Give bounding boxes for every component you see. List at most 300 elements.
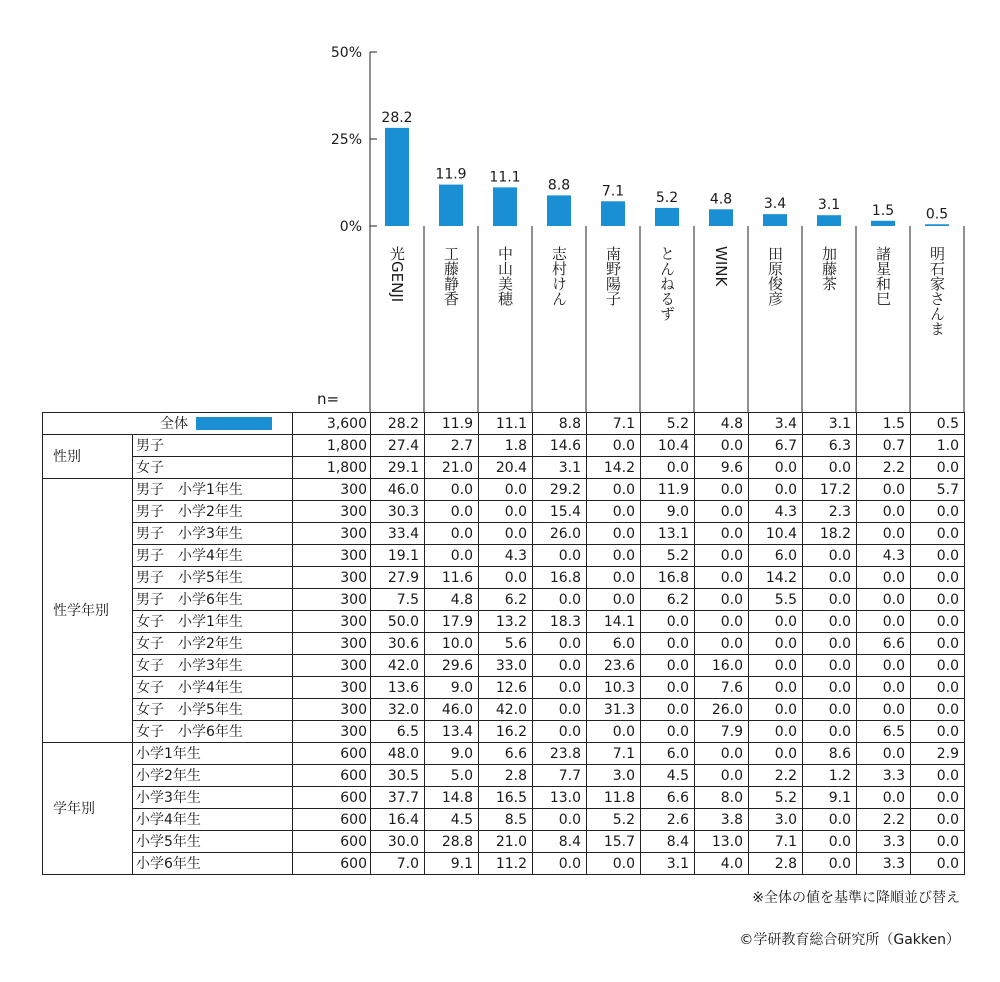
- n-cell: 300: [293, 699, 371, 721]
- value-cell: 0.0: [857, 523, 911, 545]
- value-cell: 6.6: [641, 787, 695, 809]
- value-cell: 46.0: [425, 699, 479, 721]
- value-cell: 2.3: [803, 501, 857, 523]
- row-label: 男子 小学2年生: [133, 501, 293, 523]
- n-label: n=: [317, 390, 340, 408]
- value-cell: 0.0: [533, 699, 587, 721]
- value-cell: 0.0: [533, 589, 587, 611]
- value-cell: 3.8: [695, 809, 749, 831]
- value-cell: 6.3: [803, 435, 857, 457]
- data-table: [42, 412, 965, 875]
- value-cell: 11.8: [587, 787, 641, 809]
- value-cell: 0.0: [911, 809, 965, 831]
- value-cell: 0.0: [695, 479, 749, 501]
- n-cell: 300: [293, 589, 371, 611]
- value-cell: 2.6: [641, 809, 695, 831]
- value-cell: 23.8: [533, 743, 587, 765]
- value-cell: 0.0: [695, 545, 749, 567]
- value-cell: 0.0: [695, 765, 749, 787]
- category-label: 田原俊彦: [766, 246, 784, 306]
- value-cell: 9.0: [425, 677, 479, 699]
- value-cell: 0.0: [533, 655, 587, 677]
- row-label: 女子: [133, 457, 293, 479]
- value-cell: 11.1: [479, 413, 533, 435]
- value-cell: 0.0: [695, 743, 749, 765]
- value-cell: 31.3: [587, 699, 641, 721]
- value-cell: 4.0: [695, 853, 749, 875]
- value-cell: 0.0: [425, 479, 479, 501]
- value-cell: 2.2: [857, 457, 911, 479]
- value-cell: 50.0: [371, 611, 425, 633]
- bar-value-label: 4.8: [709, 191, 733, 208]
- value-cell: 4.8: [695, 413, 749, 435]
- value-cell: 0.0: [857, 479, 911, 501]
- value-cell: 14.1: [587, 611, 641, 633]
- value-cell: 9.0: [425, 743, 479, 765]
- value-cell: 0.0: [911, 721, 965, 743]
- n-cell: 1,800: [293, 457, 371, 479]
- value-cell: 0.0: [749, 611, 803, 633]
- value-cell: 5.0: [425, 765, 479, 787]
- table-row: [43, 567, 965, 589]
- value-cell: 0.0: [803, 699, 857, 721]
- group-label: 学年別: [43, 743, 133, 875]
- value-cell: 0.0: [749, 721, 803, 743]
- bar: [601, 201, 625, 226]
- table-row-overall: [43, 413, 965, 435]
- value-cell: 17.2: [803, 479, 857, 501]
- value-cell: 0.0: [911, 765, 965, 787]
- category-label: とんねるず: [658, 246, 676, 321]
- value-cell: 5.5: [749, 589, 803, 611]
- category-label: 諸星和巳: [874, 246, 892, 306]
- value-cell: 16.2: [479, 721, 533, 743]
- bar: [547, 195, 571, 226]
- value-cell: 0.0: [695, 589, 749, 611]
- table-row: [43, 721, 965, 743]
- row-label: 男子 小学6年生: [133, 589, 293, 611]
- value-cell: 6.0: [749, 545, 803, 567]
- row-label: 男子 小学4年生: [133, 545, 293, 567]
- value-cell: 6.6: [857, 633, 911, 655]
- n-cell: 600: [293, 853, 371, 875]
- bar-chart: [0, 0, 1000, 412]
- value-cell: 3.0: [587, 765, 641, 787]
- value-cell: 0.0: [641, 633, 695, 655]
- n-cell: 300: [293, 611, 371, 633]
- value-cell: 8.4: [533, 831, 587, 853]
- value-cell: 6.0: [641, 743, 695, 765]
- bar-value-label: 3.1: [817, 197, 841, 214]
- value-cell: 0.0: [425, 523, 479, 545]
- value-cell: 10.3: [587, 677, 641, 699]
- category-label: 明石家さんま: [928, 246, 946, 336]
- value-cell: 29.1: [371, 457, 425, 479]
- value-cell: 14.6: [533, 435, 587, 457]
- overall-label: 全体: [160, 415, 188, 432]
- value-cell: 0.0: [911, 501, 965, 523]
- value-cell: 48.0: [371, 743, 425, 765]
- value-cell: 30.3: [371, 501, 425, 523]
- value-cell: 30.5: [371, 765, 425, 787]
- value-cell: 0.0: [425, 501, 479, 523]
- value-cell: 13.0: [533, 787, 587, 809]
- value-cell: 0.0: [587, 545, 641, 567]
- value-cell: 0.0: [911, 677, 965, 699]
- value-cell: 0.0: [911, 523, 965, 545]
- group-label: 性学年別: [43, 479, 133, 743]
- bar-value-label: 7.1: [601, 183, 625, 200]
- value-cell: 0.0: [533, 633, 587, 655]
- value-cell: 6.0: [587, 633, 641, 655]
- value-cell: 1.0: [911, 435, 965, 457]
- value-cell: 18.2: [803, 523, 857, 545]
- bar: [871, 221, 895, 226]
- value-cell: 7.1: [587, 743, 641, 765]
- row-label: 小学6年生: [133, 853, 293, 875]
- value-cell: 0.0: [857, 787, 911, 809]
- n-cell: 1,800: [293, 435, 371, 457]
- value-cell: 0.0: [803, 809, 857, 831]
- value-cell: 3.3: [857, 853, 911, 875]
- value-cell: 0.0: [749, 479, 803, 501]
- value-cell: 0.0: [695, 611, 749, 633]
- value-cell: 0.0: [803, 457, 857, 479]
- value-cell: 0.7: [857, 435, 911, 457]
- table-row: [43, 589, 965, 611]
- value-cell: 0.0: [749, 743, 803, 765]
- category-label: 加藤茶: [820, 246, 838, 291]
- n-cell: 600: [293, 743, 371, 765]
- value-cell: 16.0: [695, 655, 749, 677]
- value-cell: 3.1: [533, 457, 587, 479]
- value-cell: 0.0: [695, 501, 749, 523]
- n-cell: 300: [293, 545, 371, 567]
- n-cell: 600: [293, 809, 371, 831]
- table-row: [43, 787, 965, 809]
- value-cell: 19.1: [371, 545, 425, 567]
- value-cell: 13.4: [425, 721, 479, 743]
- value-cell: 13.0: [695, 831, 749, 853]
- overall-label-cell: [43, 413, 293, 435]
- value-cell: 0.0: [533, 545, 587, 567]
- value-cell: 15.7: [587, 831, 641, 853]
- row-label: 小学5年生: [133, 831, 293, 853]
- value-cell: 2.8: [479, 765, 533, 787]
- n-cell: 600: [293, 787, 371, 809]
- value-cell: 0.0: [911, 831, 965, 853]
- bar-value-label: 28.2: [381, 109, 413, 126]
- group-label: 性別: [43, 435, 133, 479]
- value-cell: 8.4: [641, 831, 695, 853]
- value-cell: 0.0: [695, 523, 749, 545]
- value-cell: 0.0: [857, 501, 911, 523]
- value-cell: 0.0: [857, 567, 911, 589]
- bar-value-label: 0.5: [925, 206, 949, 223]
- value-cell: 5.2: [641, 545, 695, 567]
- value-cell: 8.5: [479, 809, 533, 831]
- n-cell: 300: [293, 655, 371, 677]
- value-cell: 0.0: [641, 655, 695, 677]
- value-cell: 8.0: [695, 787, 749, 809]
- value-cell: 0.0: [803, 545, 857, 567]
- value-cell: 0.0: [911, 655, 965, 677]
- value-cell: 0.0: [587, 501, 641, 523]
- legend-swatch: [196, 417, 272, 430]
- value-cell: 3.1: [803, 413, 857, 435]
- value-cell: 0.0: [425, 545, 479, 567]
- table-row: [43, 545, 965, 567]
- value-cell: 21.0: [425, 457, 479, 479]
- value-cell: 0.0: [911, 567, 965, 589]
- value-cell: 16.8: [533, 567, 587, 589]
- value-cell: 7.5: [371, 589, 425, 611]
- n-cell: 300: [293, 677, 371, 699]
- value-cell: 29.6: [425, 655, 479, 677]
- table-row: [43, 831, 965, 853]
- value-cell: 0.0: [479, 523, 533, 545]
- bar-value-label: 11.1: [489, 169, 521, 186]
- value-cell: 4.8: [425, 589, 479, 611]
- value-cell: 3.3: [857, 831, 911, 853]
- value-cell: 0.0: [695, 633, 749, 655]
- value-cell: 0.0: [911, 853, 965, 875]
- value-cell: 0.0: [857, 677, 911, 699]
- value-cell: 28.2: [371, 413, 425, 435]
- value-cell: 0.0: [749, 655, 803, 677]
- value-cell: 0.0: [803, 677, 857, 699]
- value-cell: 4.3: [857, 545, 911, 567]
- value-cell: 0.0: [803, 567, 857, 589]
- table-row: [43, 633, 965, 655]
- value-cell: 0.0: [533, 853, 587, 875]
- value-cell: 0.0: [911, 545, 965, 567]
- value-cell: 12.6: [479, 677, 533, 699]
- row-label: 小学4年生: [133, 809, 293, 831]
- value-cell: 0.0: [911, 457, 965, 479]
- value-cell: 0.0: [533, 721, 587, 743]
- value-cell: 16.8: [641, 567, 695, 589]
- value-cell: 42.0: [371, 655, 425, 677]
- value-cell: 10.4: [641, 435, 695, 457]
- value-cell: 6.6: [479, 743, 533, 765]
- value-cell: 23.6: [587, 655, 641, 677]
- value-cell: 14.2: [587, 457, 641, 479]
- table-row: [43, 809, 965, 831]
- value-cell: 27.9: [371, 567, 425, 589]
- value-cell: 20.4: [479, 457, 533, 479]
- value-cell: 9.0: [641, 501, 695, 523]
- value-cell: 46.0: [371, 479, 425, 501]
- value-cell: 0.0: [749, 633, 803, 655]
- value-cell: 4.5: [425, 809, 479, 831]
- value-cell: 0.0: [803, 611, 857, 633]
- n-cell: 300: [293, 567, 371, 589]
- value-cell: 0.0: [749, 699, 803, 721]
- bar: [709, 209, 733, 226]
- row-label: 女子 小学4年生: [133, 677, 293, 699]
- value-cell: 0.0: [587, 523, 641, 545]
- value-cell: 26.0: [695, 699, 749, 721]
- value-cell: 14.2: [749, 567, 803, 589]
- row-label: 女子 小学1年生: [133, 611, 293, 633]
- value-cell: 0.0: [641, 721, 695, 743]
- value-cell: 11.6: [425, 567, 479, 589]
- category-label: 中山美穂: [496, 246, 514, 306]
- value-cell: 0.0: [587, 589, 641, 611]
- n-cell: 3,600: [293, 413, 371, 435]
- value-cell: 5.2: [641, 413, 695, 435]
- y-tick-label: 25%: [330, 132, 362, 148]
- value-cell: 4.3: [479, 545, 533, 567]
- table-row: [43, 435, 965, 457]
- n-cell: 300: [293, 633, 371, 655]
- value-cell: 2.2: [749, 765, 803, 787]
- value-cell: 18.3: [533, 611, 587, 633]
- table-row: [43, 457, 965, 479]
- value-cell: 16.4: [371, 809, 425, 831]
- value-cell: 0.0: [749, 457, 803, 479]
- value-cell: 0.0: [857, 743, 911, 765]
- value-cell: 0.0: [641, 457, 695, 479]
- value-cell: 0.0: [803, 831, 857, 853]
- value-cell: 5.6: [479, 633, 533, 655]
- value-cell: 37.7: [371, 787, 425, 809]
- n-cell: 600: [293, 831, 371, 853]
- credit: ©学研教育総合研究所（Gakken）: [739, 932, 960, 948]
- value-cell: 0.0: [587, 435, 641, 457]
- value-cell: 11.9: [641, 479, 695, 501]
- value-cell: 1.8: [479, 435, 533, 457]
- value-cell: 7.1: [587, 413, 641, 435]
- value-cell: 0.0: [803, 655, 857, 677]
- value-cell: 7.7: [533, 765, 587, 787]
- value-cell: 0.0: [479, 479, 533, 501]
- value-cell: 3.1: [641, 853, 695, 875]
- row-label: 女子 小学2年生: [133, 633, 293, 655]
- value-cell: 0.0: [587, 853, 641, 875]
- table-row: [43, 523, 965, 545]
- value-cell: 28.8: [425, 831, 479, 853]
- value-cell: 0.0: [911, 589, 965, 611]
- category-label: 志村けん: [550, 246, 568, 306]
- value-cell: 14.8: [425, 787, 479, 809]
- value-cell: 9.6: [695, 457, 749, 479]
- value-cell: 5.2: [587, 809, 641, 831]
- value-cell: 2.9: [911, 743, 965, 765]
- value-cell: 13.2: [479, 611, 533, 633]
- value-cell: 0.0: [641, 611, 695, 633]
- value-cell: 15.4: [533, 501, 587, 523]
- value-cell: 8.8: [533, 413, 587, 435]
- value-cell: 0.0: [533, 677, 587, 699]
- value-cell: 7.6: [695, 677, 749, 699]
- value-cell: 0.0: [641, 677, 695, 699]
- row-label: 男子 小学5年生: [133, 567, 293, 589]
- bar-value-label: 11.9: [435, 166, 467, 183]
- table-row: [43, 611, 965, 633]
- row-label: 女子 小学6年生: [133, 721, 293, 743]
- value-cell: 17.9: [425, 611, 479, 633]
- value-cell: 7.1: [749, 831, 803, 853]
- value-cell: 8.6: [803, 743, 857, 765]
- value-cell: 0.0: [803, 633, 857, 655]
- value-cell: 3.4: [749, 413, 803, 435]
- category-label: 工藤静香: [442, 246, 460, 306]
- value-cell: 6.5: [857, 721, 911, 743]
- value-cell: 30.0: [371, 831, 425, 853]
- value-cell: 1.5: [857, 413, 911, 435]
- value-cell: 10.0: [425, 633, 479, 655]
- value-cell: 27.4: [371, 435, 425, 457]
- row-label: 男子 小学1年生: [133, 479, 293, 501]
- bar-value-label: 1.5: [871, 202, 895, 219]
- value-cell: 0.0: [641, 699, 695, 721]
- bar: [925, 224, 949, 226]
- value-cell: 6.7: [749, 435, 803, 457]
- value-cell: 0.0: [479, 501, 533, 523]
- value-cell: 11.9: [425, 413, 479, 435]
- row-label: 女子 小学3年生: [133, 655, 293, 677]
- bar: [763, 214, 787, 226]
- category-label: 光GENJI: [388, 246, 406, 303]
- value-cell: 0.0: [911, 787, 965, 809]
- bar-value-label: 3.4: [763, 196, 787, 213]
- n-cell: 600: [293, 765, 371, 787]
- value-cell: 0.0: [857, 699, 911, 721]
- footnote: ※全体の値を基準に降順並び替え: [752, 890, 960, 906]
- value-cell: 3.3: [857, 765, 911, 787]
- bar: [817, 215, 841, 226]
- n-cell: 300: [293, 479, 371, 501]
- value-cell: 3.0: [749, 809, 803, 831]
- value-cell: 0.5: [911, 413, 965, 435]
- value-cell: 0.0: [803, 853, 857, 875]
- value-cell: 2.7: [425, 435, 479, 457]
- value-cell: 0.0: [479, 567, 533, 589]
- value-cell: 0.0: [911, 699, 965, 721]
- bar: [439, 185, 463, 226]
- row-label: 小学1年生: [133, 743, 293, 765]
- bar-value-label: 5.2: [655, 189, 679, 206]
- value-cell: 0.0: [695, 567, 749, 589]
- bar-value-label: 8.8: [547, 177, 571, 194]
- row-label: 男子 小学3年生: [133, 523, 293, 545]
- value-cell: 9.1: [803, 787, 857, 809]
- value-cell: 0.0: [587, 721, 641, 743]
- value-cell: 10.4: [749, 523, 803, 545]
- value-cell: 33.4: [371, 523, 425, 545]
- y-tick-label: 0%: [339, 219, 362, 235]
- value-cell: 0.0: [857, 611, 911, 633]
- row-label: 小学2年生: [133, 765, 293, 787]
- value-cell: 0.0: [803, 721, 857, 743]
- y-tick-label: 50%: [330, 45, 362, 61]
- value-cell: 13.1: [641, 523, 695, 545]
- value-cell: 2.8: [749, 853, 803, 875]
- table-row: [43, 853, 965, 875]
- value-cell: 0.0: [587, 479, 641, 501]
- value-cell: 7.9: [695, 721, 749, 743]
- value-cell: 9.1: [425, 853, 479, 875]
- row-label: 小学3年生: [133, 787, 293, 809]
- value-cell: 29.2: [533, 479, 587, 501]
- table-row: [43, 765, 965, 787]
- value-cell: 32.0: [371, 699, 425, 721]
- table-row: [43, 743, 965, 765]
- value-cell: 2.2: [857, 809, 911, 831]
- value-cell: 16.5: [479, 787, 533, 809]
